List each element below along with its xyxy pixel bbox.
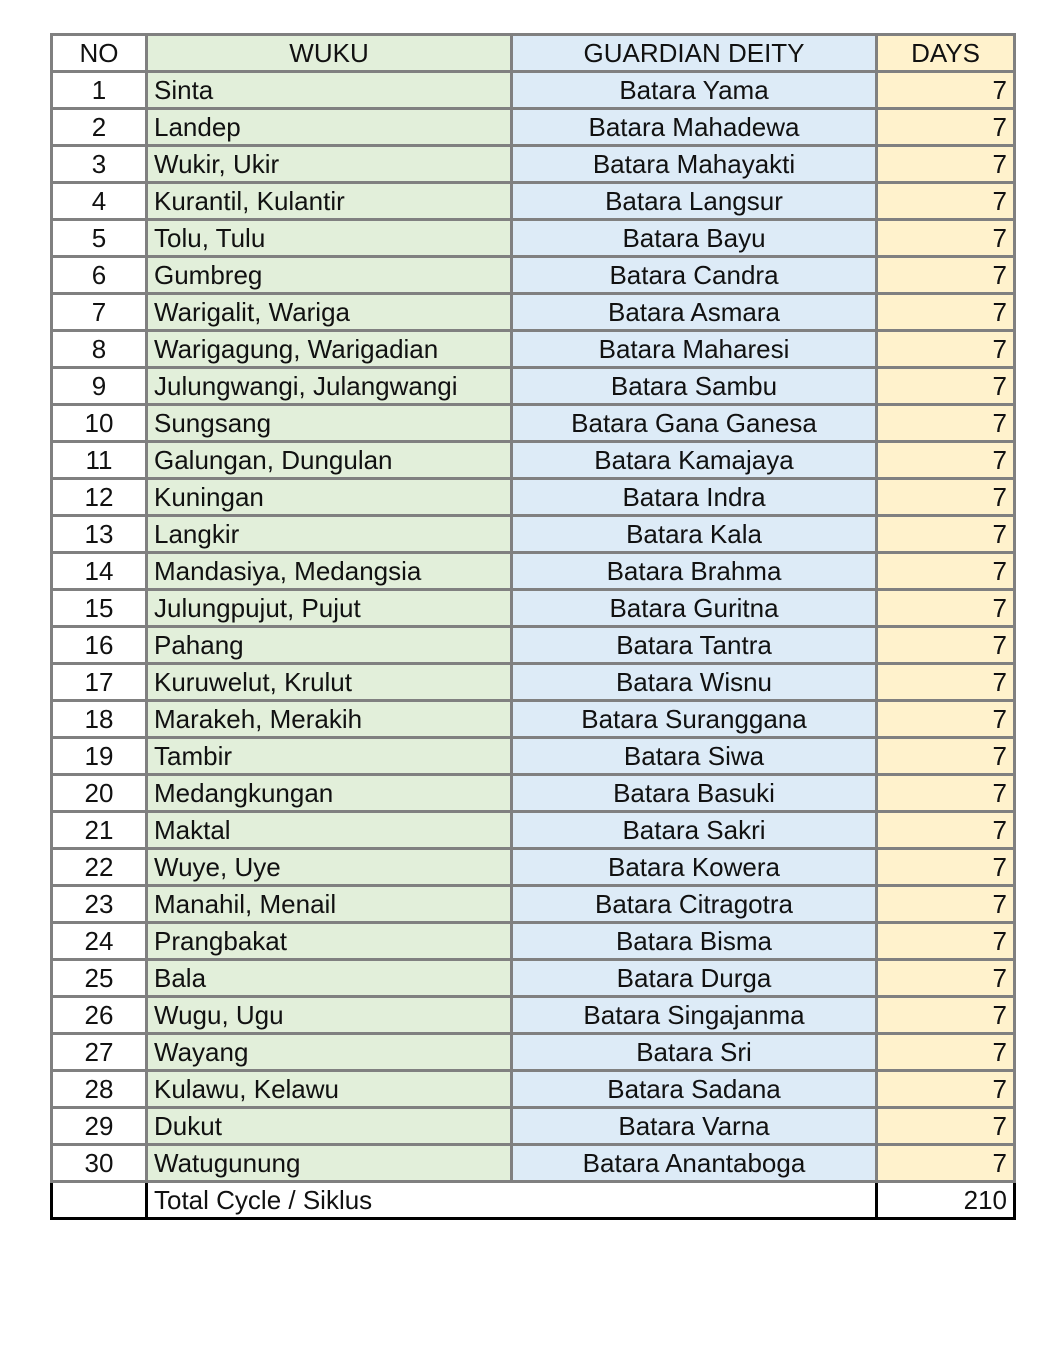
total-row	[52, 1182, 1015, 1219]
table-row	[52, 146, 1015, 183]
days-count: 7	[877, 738, 1015, 775]
row-number: 25	[52, 960, 147, 997]
guardian-deity: Batara Kamajaya	[512, 442, 877, 479]
row-number: 19	[52, 738, 147, 775]
guardian-deity: Batara Asmara	[512, 294, 877, 331]
days-count: 7	[877, 701, 1015, 738]
wuku-name: Tambir	[147, 738, 512, 775]
wuku-name: Wugu, Ugu	[147, 997, 512, 1034]
days-count: 7	[877, 1145, 1015, 1182]
table-row	[52, 997, 1015, 1034]
guardian-deity: Batara Durga	[512, 960, 877, 997]
days-count: 7	[877, 183, 1015, 220]
days-count: 7	[877, 1108, 1015, 1145]
table-row	[52, 627, 1015, 664]
wuku-name: Kurantil, Kulantir	[147, 183, 512, 220]
row-number: 12	[52, 479, 147, 516]
wuku-name: Medangkungan	[147, 775, 512, 812]
days-count: 7	[877, 960, 1015, 997]
days-count: 7	[877, 812, 1015, 849]
row-number: 23	[52, 886, 147, 923]
row-number: 6	[52, 257, 147, 294]
days-count: 7	[877, 331, 1015, 368]
table-row	[52, 183, 1015, 220]
days-count: 7	[877, 553, 1015, 590]
table-row	[52, 590, 1015, 627]
wuku-name: Prangbakat	[147, 923, 512, 960]
table-row	[52, 553, 1015, 590]
days-count: 7	[877, 405, 1015, 442]
row-number: 1	[52, 72, 147, 109]
table-row	[52, 1108, 1015, 1145]
table-row	[52, 886, 1015, 923]
row-number: 27	[52, 1034, 147, 1071]
row-number: 5	[52, 220, 147, 257]
wuku-name: Tolu, Tulu	[147, 220, 512, 257]
table-row	[52, 738, 1015, 775]
wuku-name: Langkir	[147, 516, 512, 553]
row-number: 16	[52, 627, 147, 664]
wuku-name: Kulawu, Kelawu	[147, 1071, 512, 1108]
days-count: 7	[877, 849, 1015, 886]
guardian-deity: Batara Gana Ganesa	[512, 405, 877, 442]
row-number: 9	[52, 368, 147, 405]
wuku-name: Julungpujut, Pujut	[147, 590, 512, 627]
table-row	[52, 72, 1015, 109]
days-count: 7	[877, 1071, 1015, 1108]
days-count: 7	[877, 627, 1015, 664]
days-count: 7	[877, 220, 1015, 257]
days-count: 7	[877, 146, 1015, 183]
table-header-row	[52, 35, 1015, 72]
table-row	[52, 960, 1015, 997]
wuku-name: Maktal	[147, 812, 512, 849]
table-row	[52, 109, 1015, 146]
guardian-deity: Batara Guritna	[512, 590, 877, 627]
header-wuku: WUKU	[147, 35, 512, 72]
guardian-deity: Batara Basuki	[512, 775, 877, 812]
guardian-deity: Batara Mahadewa	[512, 109, 877, 146]
row-number: 10	[52, 405, 147, 442]
guardian-deity: Batara Sri	[512, 1034, 877, 1071]
days-count: 7	[877, 109, 1015, 146]
wuku-name: Manahil, Menail	[147, 886, 512, 923]
wuku-name: Warigagung, Warigadian	[147, 331, 512, 368]
wuku-name: Mandasiya, Medangsia	[147, 553, 512, 590]
row-number: 13	[52, 516, 147, 553]
row-number: 29	[52, 1108, 147, 1145]
table-row	[52, 331, 1015, 368]
guardian-deity: Batara Siwa	[512, 738, 877, 775]
table-row	[52, 479, 1015, 516]
days-count: 7	[877, 294, 1015, 331]
table-row	[52, 923, 1015, 960]
row-number: 28	[52, 1071, 147, 1108]
table-row	[52, 368, 1015, 405]
table-row	[52, 775, 1015, 812]
total-no-cell	[52, 1182, 147, 1219]
guardian-deity: Batara Wisnu	[512, 664, 877, 701]
row-number: 2	[52, 109, 147, 146]
row-number: 24	[52, 923, 147, 960]
guardian-deity: Batara Anantaboga	[512, 1145, 877, 1182]
wuku-table-sheet	[50, 33, 1016, 1220]
table-row	[52, 257, 1015, 294]
row-number: 14	[52, 553, 147, 590]
wuku-name: Pahang	[147, 627, 512, 664]
wuku-name: Sungsang	[147, 405, 512, 442]
guardian-deity: Batara Yama	[512, 72, 877, 109]
header-days: DAYS	[877, 35, 1015, 72]
table-row	[52, 849, 1015, 886]
days-count: 7	[877, 590, 1015, 627]
total-value: 210	[877, 1182, 1015, 1219]
table-row	[52, 294, 1015, 331]
guardian-deity: Batara Kala	[512, 516, 877, 553]
days-count: 7	[877, 516, 1015, 553]
guardian-deity: Batara Tantra	[512, 627, 877, 664]
wuku-name: Landep	[147, 109, 512, 146]
wuku-name: Kuruwelut, Krulut	[147, 664, 512, 701]
row-number: 15	[52, 590, 147, 627]
wuku-name: Dukut	[147, 1108, 512, 1145]
guardian-deity: Batara Brahma	[512, 553, 877, 590]
table-row	[52, 1145, 1015, 1182]
guardian-deity: Batara Candra	[512, 257, 877, 294]
wuku-name: Wayang	[147, 1034, 512, 1071]
days-count: 7	[877, 72, 1015, 109]
wuku-name: Wukir, Ukir	[147, 146, 512, 183]
guardian-deity: Batara Langsur	[512, 183, 877, 220]
row-number: 4	[52, 183, 147, 220]
wuku-name: Galungan, Dungulan	[147, 442, 512, 479]
row-number: 8	[52, 331, 147, 368]
wuku-table	[50, 33, 1016, 1220]
guardian-deity: Batara Indra	[512, 479, 877, 516]
wuku-name: Bala	[147, 960, 512, 997]
guardian-deity: Batara Singajanma	[512, 997, 877, 1034]
days-count: 7	[877, 997, 1015, 1034]
row-number: 17	[52, 664, 147, 701]
guardian-deity: Batara Bayu	[512, 220, 877, 257]
guardian-deity: Batara Sambu	[512, 368, 877, 405]
row-number: 22	[52, 849, 147, 886]
days-count: 7	[877, 368, 1015, 405]
days-count: 7	[877, 664, 1015, 701]
wuku-name: Gumbreg	[147, 257, 512, 294]
guardian-deity: Batara Suranggana	[512, 701, 877, 738]
guardian-deity: Batara Mahayakti	[512, 146, 877, 183]
table-row	[52, 1034, 1015, 1071]
wuku-name: Marakeh, Merakih	[147, 701, 512, 738]
table-body	[52, 72, 1015, 1182]
table-row	[52, 220, 1015, 257]
days-count: 7	[877, 479, 1015, 516]
guardian-deity: Batara Sakri	[512, 812, 877, 849]
table-row	[52, 1071, 1015, 1108]
table-row	[52, 701, 1015, 738]
row-number: 18	[52, 701, 147, 738]
days-count: 7	[877, 775, 1015, 812]
guardian-deity: Batara Bisma	[512, 923, 877, 960]
days-count: 7	[877, 886, 1015, 923]
header-guardian-deity: GUARDIAN DEITY	[512, 35, 877, 72]
wuku-name: Julungwangi, Julangwangi	[147, 368, 512, 405]
days-count: 7	[877, 257, 1015, 294]
guardian-deity: Batara Sadana	[512, 1071, 877, 1108]
table-row	[52, 442, 1015, 479]
days-count: 7	[877, 923, 1015, 960]
days-count: 7	[877, 1034, 1015, 1071]
row-number: 7	[52, 294, 147, 331]
row-number: 3	[52, 146, 147, 183]
table-row	[52, 405, 1015, 442]
table-row	[52, 516, 1015, 553]
guardian-deity: Batara Maharesi	[512, 331, 877, 368]
wuku-name: Warigalit, Wariga	[147, 294, 512, 331]
row-number: 26	[52, 997, 147, 1034]
header-no: NO	[52, 35, 147, 72]
table-row	[52, 664, 1015, 701]
total-label: Total Cycle / Siklus	[147, 1182, 877, 1219]
table-row	[52, 812, 1015, 849]
days-count: 7	[877, 442, 1015, 479]
guardian-deity: Batara Varna	[512, 1108, 877, 1145]
row-number: 20	[52, 775, 147, 812]
guardian-deity: Batara Kowera	[512, 849, 877, 886]
row-number: 30	[52, 1145, 147, 1182]
wuku-name: Wuye, Uye	[147, 849, 512, 886]
wuku-name: Watugunung	[147, 1145, 512, 1182]
row-number: 11	[52, 442, 147, 479]
row-number: 21	[52, 812, 147, 849]
wuku-name: Kuningan	[147, 479, 512, 516]
wuku-name: Sinta	[147, 72, 512, 109]
guardian-deity: Batara Citragotra	[512, 886, 877, 923]
